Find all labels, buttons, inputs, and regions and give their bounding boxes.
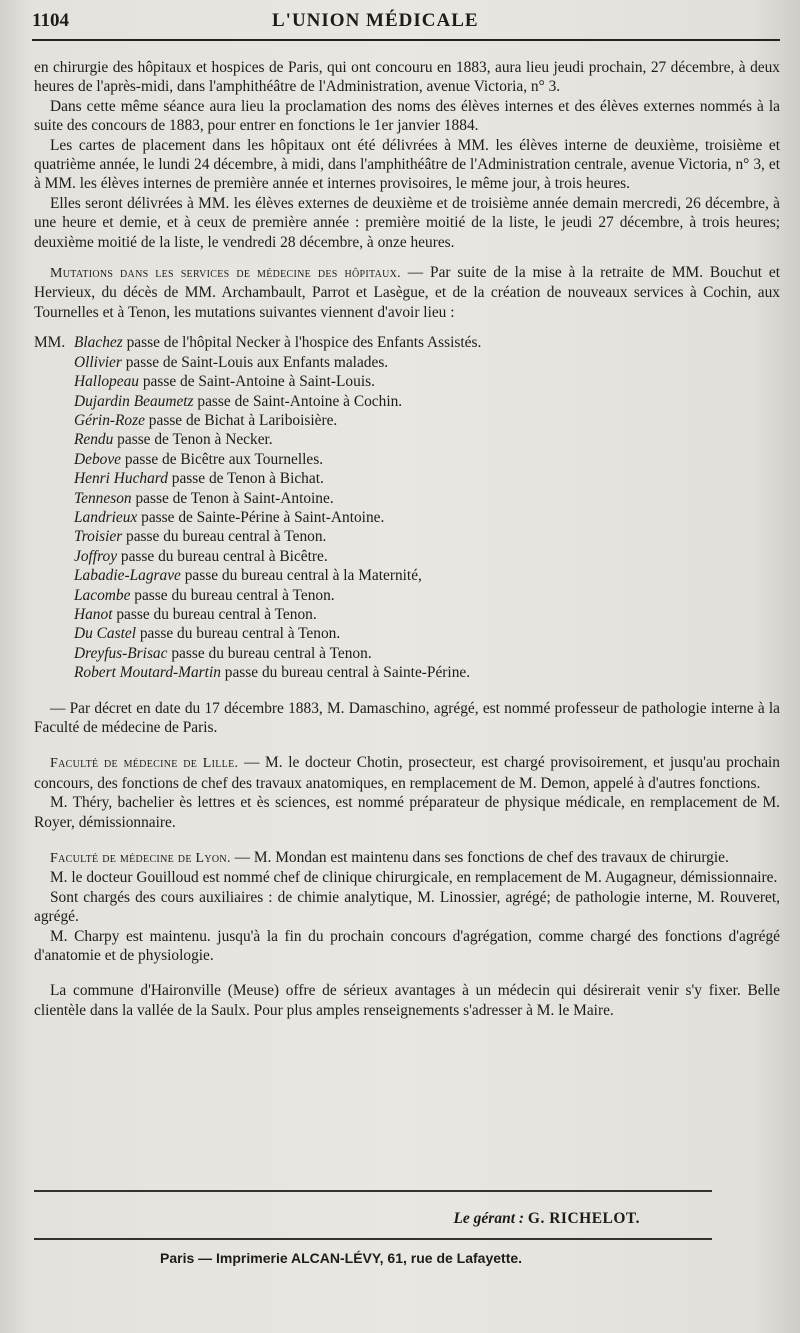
- mutation-text: passe de Tenon à Saint-Antoine.: [131, 489, 334, 507]
- list-item: [34, 469, 780, 488]
- header-rule: [32, 39, 780, 41]
- mutation-text: passe de Saint-Louis aux Enfants malades.: [121, 353, 389, 371]
- mutation-text: passe de Bichat à Lariboisière.: [144, 411, 338, 429]
- paragraph-haironville-notice: La commune d'Haironville (Meuse) offre de sérieux avantages à un médecin qui désirerait venir s'y fixer. Belle clientèle dans la vallée de la Saulx. Pour plus amples renseignements s'adresser à M. le Maire.: [34, 982, 780, 1019]
- mutation-text: passe de Saint-Antoine à Saint-Louis.: [138, 373, 375, 391]
- person-name: Hanot: [74, 605, 113, 623]
- person-name: Blachez: [74, 334, 123, 352]
- person-name: Gérin-Roze: [74, 411, 145, 429]
- mutation-text: passe du bureau central à Tenon.: [122, 528, 327, 546]
- person-name: Landrieux: [74, 508, 138, 526]
- mutation-text: passe du bureau central à Tenon.: [130, 586, 335, 604]
- mutations-text: — Par suite de la mise à la retraite de MM. Bouchut et Hervieux, du décès de MM. Archambault, Parrot et Lasègue, et de la création de nouveaux services à Cochin, aux Tournelles et à Tenon, les mutations suivantes viennent d'avoir lieu :: [34, 264, 780, 321]
- mutation-text: passe de l'hôpital Necker à l'hospice des Enfants Assistés.: [122, 334, 482, 352]
- list-item: [34, 644, 780, 663]
- person-name: Joffroy: [74, 547, 118, 565]
- journal-title: L'UNION MÉDICALE: [272, 10, 479, 31]
- mm-label: MM.: [34, 334, 66, 352]
- person-name: Troisier: [74, 528, 123, 546]
- list-item: [34, 605, 780, 624]
- gerant-label: Le gérant :: [453, 1210, 525, 1227]
- printer-imprint: Paris — Imprimerie ALCAN-LÉVY, 61, rue de Lafayette.: [160, 1250, 523, 1266]
- list-item: [34, 663, 780, 682]
- person-name: Dreyfus-Brisac: [74, 644, 168, 662]
- mutation-text: passe de Saint-Antoine à Cochin.: [193, 392, 403, 410]
- person-name: Du Castel: [74, 625, 136, 643]
- mutation-text: passe de Tenon à Necker.: [113, 431, 273, 449]
- list-item: [34, 411, 780, 430]
- person-name: Ollivier: [74, 353, 122, 371]
- person-name: Hallopeau: [74, 373, 139, 391]
- person-name: Lacombe: [74, 586, 131, 604]
- paragraph-competition: en chirurgie des hôpitaux et hospices de Paris, qui ont concouru en 1883, aura lieu jeudi prochain, 27 décembre, à deux heures de l'après-midi, dans l'amphithéâtre de l'Administration, avenue Victoria, n° 3.: [34, 59, 780, 96]
- person-name: Robert Moutard-Martin: [74, 664, 221, 682]
- page-number: 1104: [32, 10, 69, 31]
- paragraph-decree: — Par décret en date du 17 décembre 1883, M. Damaschino, agrégé, est nommé professeur de pathologie interne à la Faculté de médecine de Paris.: [34, 699, 780, 736]
- paragraph-lyon-charpy: M. Charpy est maintenu. jusqu'à la fin du prochain concours d'agrégation, comme chargé des fonctions d'agrégé d'anatomie et de physiologie.: [34, 927, 780, 965]
- list-item: [34, 586, 780, 605]
- mutation-text: passe de Tenon à Bichat.: [167, 470, 324, 488]
- list-item: [34, 489, 780, 508]
- mutation-text: passe du bureau central à la Maternité,: [180, 567, 422, 585]
- lyon-heading: Faculté de médecine de Lyon.: [50, 851, 231, 867]
- mutation-text: passe du bureau central à Bicêtre.: [117, 547, 328, 565]
- mutations-list: [34, 333, 780, 682]
- list-item: [34, 624, 780, 643]
- lyon-text: — M. Mondan est maintenu dans ses fonctions de chef des travaux de chirurgie.: [230, 849, 729, 867]
- list-item: [34, 372, 780, 391]
- person-name: Debove: [74, 450, 121, 468]
- footer-rule-top: [34, 1190, 712, 1192]
- list-item: [34, 566, 780, 585]
- article-body: [34, 58, 780, 1020]
- lille-heading: Faculté de médecine de Lille.: [50, 756, 239, 772]
- paragraph-lille-thery: M. Théry, bachelier ès lettres et ès sciences, est nommé préparateur de physique médicale, en remplacement de M. Royer, démissionnaire.: [34, 794, 780, 831]
- mutation-text: passe du bureau central à Sainte-Périne.: [220, 664, 471, 682]
- person-name: Henri Huchard: [74, 470, 168, 488]
- list-item: [34, 527, 780, 546]
- paragraph-lyon-cours: Sont chargés des cours auxiliaires : de chimie analytique, M. Linossier, agrégé; de pathologie interne, M. Rouveret, agrégé.: [34, 888, 780, 926]
- lille-text: — M. le docteur Chotin, prosecteur, est chargé provisoirement, et jusqu'au prochain concours, des fonctions de chef des travaux anatomiques, en remplacement de M. Demon, appelé à d'autres fonctions.: [34, 754, 780, 792]
- person-name: Rendu: [74, 431, 114, 449]
- paragraph-lille: [34, 753, 780, 793]
- mutation-text: passe de Bicêtre aux Tournelles.: [121, 450, 324, 468]
- paragraph-mutations: [34, 263, 780, 322]
- person-name: Dujardin Beaumetz: [74, 392, 194, 410]
- person-name: Tenneson: [74, 489, 132, 507]
- paragraph-lyon-gouilloud: M. le docteur Gouilloud est nommé chef de clinique chirurgicale, en remplacement de M. Augagneur, démissionnaire.: [50, 869, 778, 887]
- mutation-text: passe de Sainte-Périne à Saint-Antoine.: [137, 508, 385, 526]
- paragraph-externes: Elles seront délivrées à MM. les élèves externes de deuxième et de troisième année demain mercredi, 26 décembre, à une heure et demie, et à ceux de première année : première moitié de la liste, le jeudi 27 décembre, à trois heures; deuxième moitié de la liste, le vendredi 28 décembre, à onze heures.: [34, 194, 780, 251]
- list-item: [34, 450, 780, 469]
- paragraph-lyon: [34, 848, 780, 868]
- mutations-heading: Mutations dans les services de médecine des hôpitaux.: [50, 266, 401, 282]
- gerant-line: [453, 1210, 640, 1228]
- footer-rule-bottom: [34, 1238, 712, 1240]
- list-item: [34, 353, 780, 372]
- mutation-text: passe du bureau central à Tenon.: [167, 644, 372, 662]
- mutation-text: passe du bureau central à Tenon.: [112, 605, 317, 623]
- page-header: [32, 10, 782, 38]
- list-item: [34, 392, 780, 411]
- person-name: Labadie-Lagrave: [74, 567, 181, 585]
- paragraph-proclamation: Dans cette même séance aura lieu la proclamation des noms des élèves internes et des élèves externes nommés à la suite des concours de 1883, pour entrer en fonctions le 1er janvier 1884.: [34, 97, 780, 135]
- mutation-text: passe du bureau central à Tenon.: [136, 625, 341, 643]
- gerant-name: G. RICHELOT.: [527, 1210, 640, 1227]
- list-item: [34, 508, 780, 527]
- list-item: [34, 430, 780, 449]
- list-item: [34, 333, 780, 352]
- paragraph-placement-cards: Les cartes de placement dans les hôpitaux ont été délivrées à MM. les élèves interne de deuxième, troisième et quatrième année, le lundi 24 décembre, à midi, dans l'amphithéâtre de l'Administration centrale, avenue Victoria, n° 3, et à MM. les élèves internes de première année et internes provisoires, le même jour, à trois heures.: [34, 136, 780, 193]
- list-item: [34, 547, 780, 566]
